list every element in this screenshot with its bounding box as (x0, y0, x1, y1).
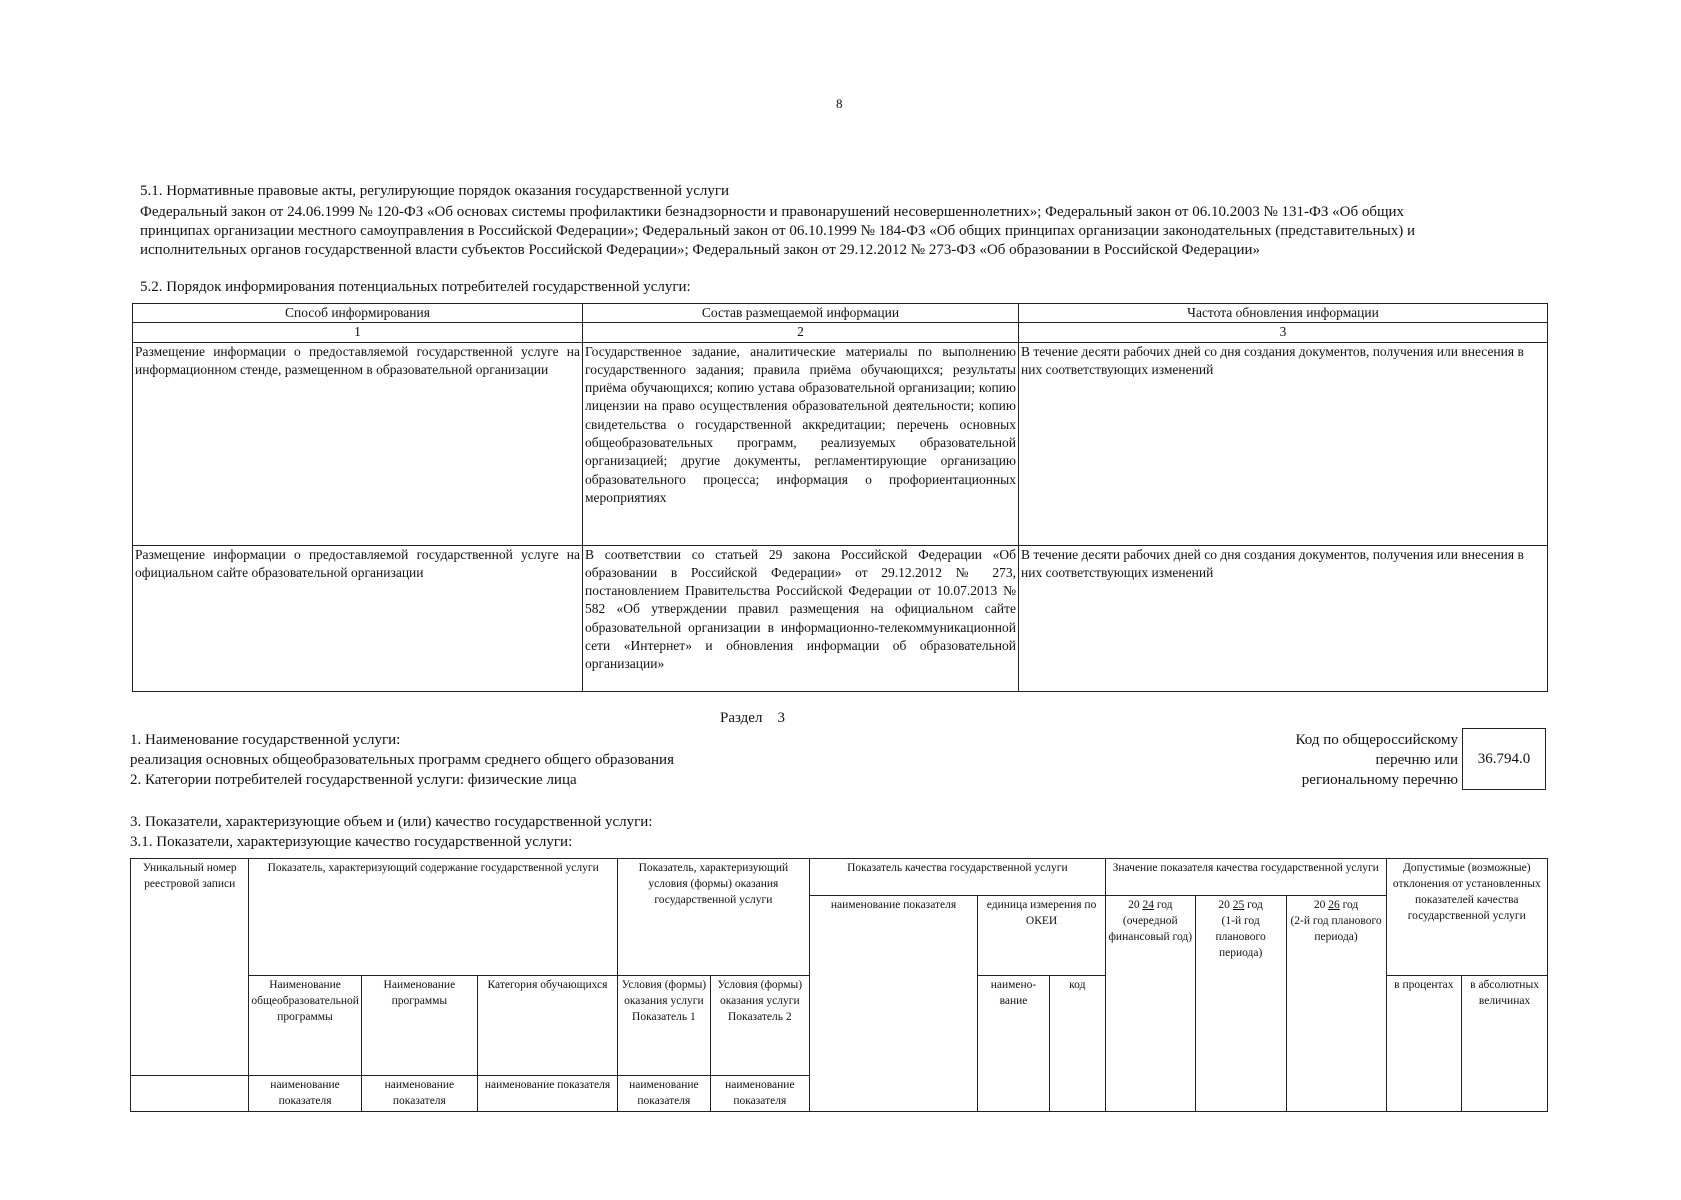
section-label: Раздел (720, 710, 763, 726)
indicator-name-label: наименование показателя (478, 1076, 618, 1112)
table-row (133, 545, 1548, 691)
year-number: 24 (1142, 899, 1154, 911)
sub-condition-2: Условия (формы) оказания услуги Показатель 2 (710, 976, 809, 1076)
section-5-1-heading: 5.1. Нормативные правовые акты, регулирующие порядок оказания государственной услуги (140, 183, 730, 199)
code-label (1240, 730, 1458, 790)
year-word: год (1342, 899, 1359, 911)
regulatory-acts-line: исполнительных органов государственной власти субъектов Российской Федерации»; Федеральный закон от 29.12.2012 № 273-ФЗ «Об образовании в Российской Федерации» (140, 242, 1261, 258)
header-content-indicator: Показатель, характеризующий содержание государственной услуги (249, 859, 618, 976)
sub-program: Наименование программы (361, 976, 477, 1076)
sub-unit-code: код (1049, 976, 1105, 1112)
content-cell: Государственное задание, аналитические материалы по выполнению государственного задания; правила приёма обучающихся; результаты приёма обучающихся; копию устава образовательной организации; копию лицензии на право осуществления образовательной деятельности; копию свидетельства о государственной аккредитации; перечень основных общеобразовательных программ, реализуемых образовательной организацией; другие документы, регламентирующие организацию образовательного процесса; информация о профориентационных мероприятиях (583, 342, 1019, 545)
year-prefix: 20 (1218, 899, 1230, 911)
header-frequency: Частота обновления информации (1019, 304, 1548, 323)
sub-category: Категория обучающихся (478, 976, 618, 1076)
indicator-name-label: наименование показателя (361, 1076, 477, 1112)
year-note: (2-й год планового периода) (1290, 915, 1382, 943)
column-number: 1 (133, 323, 583, 342)
frequency-cell: В течение десяти рабочих дней со дня создания документов, получения или внесения в них соответствующих изменений (1019, 342, 1548, 545)
regulatory-acts-text (140, 203, 1560, 260)
table-header-row (131, 859, 1548, 896)
year-note: (1-й год планового периода) (1215, 915, 1266, 959)
sub-absolute: в абсолютных величинах (1462, 976, 1548, 1112)
section-5-2-heading: 5.2. Порядок информирования потенциальных потребителей государственной услуги: (140, 279, 691, 295)
year-word: год (1156, 899, 1173, 911)
section-number: 3 (777, 710, 785, 726)
method-cell: Размещение информации о предоставляемой государственной услуге на официальном сайте образовательной организации (133, 545, 583, 691)
table-header-row (133, 304, 1548, 323)
header-conditions-indicator: Показатель, характеризующий условия (формы) оказания государственной услуги (617, 859, 809, 976)
sub-percent: в процентах (1386, 976, 1462, 1112)
service-code-box: 36.794.0 (1462, 728, 1546, 790)
header-content: Состав размещаемой информации (583, 304, 1019, 323)
column-number: 3 (1019, 323, 1548, 342)
page-number: 8 (836, 96, 843, 111)
header-quality-indicator: Показатель качества государственной услуги (809, 859, 1105, 896)
regulatory-acts-line: Федеральный закон от 24.06.1999 № 120-ФЗ «Об основах системы профилактики безнадзорности и правонарушений несовершеннолетних»; Федеральный закон от 06.10.2003 № 131-ФЗ «Об общих (140, 204, 1405, 220)
indicator-name-label: наименование показателя (710, 1076, 809, 1112)
header-unique-number: Уникальный номер реестровой записи (131, 859, 249, 1076)
code-label-line: перечню или (1375, 752, 1458, 768)
table-number-row (133, 323, 1548, 342)
sub-program-general: Наименование общеобразовательной программы (249, 976, 361, 1076)
section-3-1-heading: 3.1. Показатели, характеризующие качество государственной услуги: (130, 834, 573, 850)
section-3-heading: 3. Показатели, характеризующие объем и (или) качество государственной услуги: (130, 814, 653, 830)
header-unit: единица измерения по ОКЕИ (978, 896, 1106, 976)
header-year-1 (1105, 896, 1195, 1112)
year-note: (очередной финансовый год) (1108, 915, 1193, 943)
indicator-name-label: наименование показателя (617, 1076, 710, 1112)
code-label-line: Код по общероссийскому (1295, 732, 1458, 748)
regulatory-acts-line: принципах организации местного самоуправления в Российской Федерации»; Федеральный закон от 06.10.1999 № 184-ФЗ «Об общих принципах организации законодательных (представительных) и (140, 223, 1415, 239)
sub-condition-1: Условия (формы) оказания услуги Показатель 1 (617, 976, 710, 1076)
header-year-3 (1286, 896, 1386, 1112)
column-number: 2 (583, 323, 1019, 342)
section-title (720, 710, 785, 727)
indicator-name-label: наименование показателя (249, 1076, 361, 1112)
consumer-categories: 2. Категории потребителей государственной услуги: физические лица (130, 772, 577, 788)
year-word: год (1247, 899, 1263, 911)
year-prefix: 20 (1128, 899, 1140, 911)
header-year-2 (1195, 896, 1286, 1112)
year-number: 26 (1328, 899, 1340, 911)
header-indicator-value: Значение показателя качества государственной услуги (1105, 859, 1386, 896)
content-cell: В соответствии со статьей 29 закона Российской Федерации «Об образовании в Российской Федерации» от 29.12.2012 № 273, постановлением Правительства Российской Федерации от 10.07.2013 № 582 «Об утверждении правил размещения на официальном сайте образовательной организации в информационно-телекоммуникационной сети «Интернет» и обновления информации об образовательной организации» (583, 545, 1019, 691)
information-table (132, 303, 1548, 692)
method-cell: Размещение информации о предоставляемой государственной услуге на информационном стенде, размещенном в образовательной организации (133, 342, 583, 545)
header-allowed-deviation: Допустимые (возможные) отклонения от установленных показателей качества государственной услуги (1386, 859, 1547, 976)
table-row (133, 342, 1548, 545)
service-name-label: 1. Наименование государственной услуги: (130, 732, 401, 748)
unique-number-cell (131, 1076, 249, 1112)
service-name-value: реализация основных общеобразовательных программ среднего общего образования (130, 752, 674, 768)
year-prefix: 20 (1313, 899, 1326, 911)
header-method: Способ информирования (133, 304, 583, 323)
frequency-cell: В течение десяти рабочих дней со дня создания документов, получения или внесения в них соответствующих изменений (1019, 545, 1548, 691)
year-number: 25 (1232, 899, 1245, 911)
quality-indicators-table (130, 858, 1548, 1112)
header-indicator-name: наименование показателя (809, 896, 977, 1112)
sub-unit-name: наимено-вание (978, 976, 1049, 1112)
code-label-line: региональному перечню (1301, 772, 1458, 788)
